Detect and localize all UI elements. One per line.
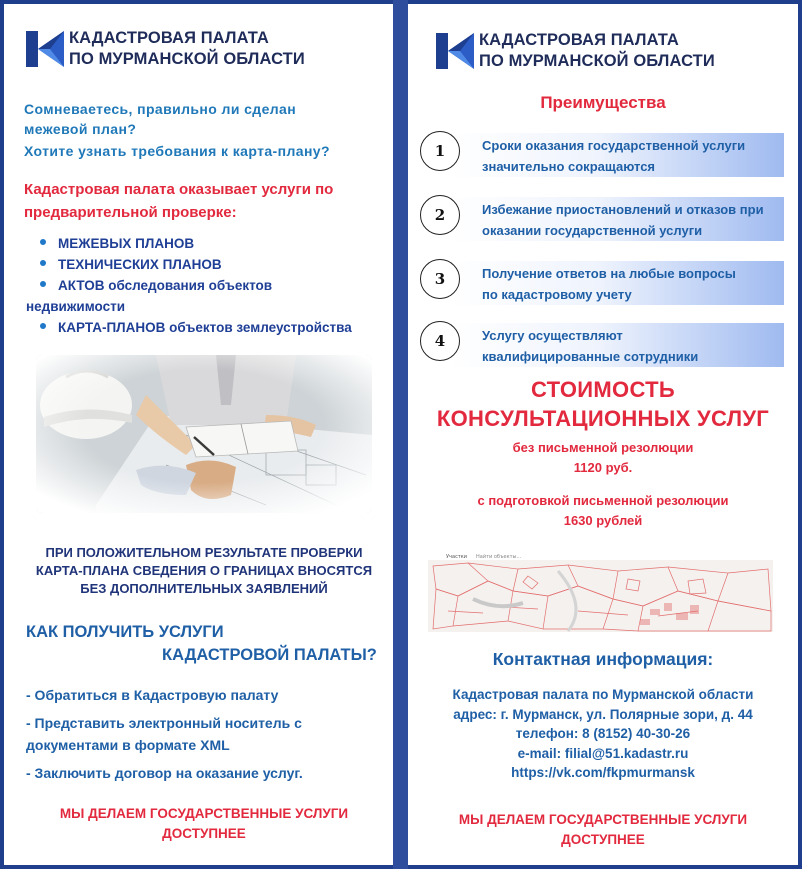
how-heading-line1: КАК ПОЛУЧИТЬ УСЛУГИ (26, 623, 224, 641)
list-item: АКТОВ обследования объектов (24, 275, 384, 296)
services-list (24, 233, 384, 338)
logo (24, 28, 305, 70)
panel-divider (393, 0, 408, 869)
right-panel (408, 4, 798, 865)
question-1: Сомневаетесь, правильно ли сделан межевой план? (24, 101, 297, 137)
number-badge: 4 (420, 321, 460, 361)
left-panel (4, 4, 393, 865)
notice-text: ПРИ ПОЛОЖИТЕЛЬНОМ РЕЗУЛЬТАТЕ ПРОВЕРКИ КАРТА-ПЛАНА СВЕДЕНИЯ О ГРАНИЦАХ ВНОСЯТСЯ БЕЗ ДОПОЛНИТЕЛЬНЫХ ЗАЯВЛЕНИЙ (35, 545, 373, 596)
map-tab-1: Участки (446, 554, 467, 560)
logo-line2: ПО МУРМАНСКОЙ ОБЛАСТИ (479, 52, 715, 70)
logo (434, 30, 715, 72)
number-badge: 3 (420, 259, 460, 299)
price-with-resolution: с подготовкой письменной резолюции 1630 рублей (477, 493, 729, 528)
step-item: - Заключить договор на оказание услуг. (26, 765, 303, 781)
map-tab-2: Найти объекты... (476, 554, 522, 560)
list-item: ТЕХНИЧЕСКИХ ПЛАНОВ (24, 254, 384, 275)
step-item-continuation: документами в формате XML (26, 737, 230, 753)
bullet-icon (40, 323, 46, 329)
list-item: КАРТА-ПЛАНОВ объектов землеустройства (24, 317, 384, 338)
bullet-icon (40, 281, 46, 287)
advantage-item: 2 Избежание приостановлений и отказов при оказании государственной услуги (420, 194, 786, 242)
cost-heading-line2: КОНСУЛЬТАЦИОННЫХ УСЛУГ (436, 406, 770, 431)
logo-mark-icon (24, 29, 66, 69)
bullet-icon (40, 260, 46, 266)
advantage-item: 4 Услугу осуществляют квалифицированные сотрудники (420, 320, 786, 368)
cost-heading-line1: СТОИМОСТЬ (531, 377, 675, 402)
advantage-item: 3 Получение ответов на любые вопросы по кадастровому учету (420, 258, 786, 306)
logo-line2: ПО МУРМАНСКОЙ ОБЛАСТИ (69, 50, 305, 68)
steps-list (26, 684, 376, 790)
how-heading-line2: КАДАСТРОВОЙ ПАЛАТЫ? (162, 646, 377, 664)
contact-phone: телефон: 8 (8152) 40-30-26 (515, 726, 691, 741)
cadastral-map-image (428, 551, 773, 632)
number-badge: 1 (420, 131, 460, 171)
photo-engineers (36, 355, 372, 513)
contacts-title: Контактная информация: (492, 649, 714, 669)
step-item: - Обратиться в Кадастровую палату (26, 687, 279, 703)
contacts-block (408, 685, 798, 783)
contact-vk-link: https://vk.com/fkpmurmansk (511, 765, 695, 780)
contact-email: e-mail: filial@51.kadastr.ru (517, 745, 689, 761)
logo-line1: КАДАСТРОВАЯ ПАЛАТА (479, 31, 679, 49)
advantages-title: Преимущества (540, 93, 666, 112)
logo-mark-icon (434, 31, 476, 71)
list-item: МЕЖЕВЫХ ПЛАНОВ (24, 233, 384, 254)
logo-line1: КАДАСТРОВАЯ ПАЛАТА (69, 29, 269, 47)
contact-org: Кадастровая палата по Мурманской области (452, 687, 754, 702)
slogan: МЫ ДЕЛАЕМ ГОСУДАРСТВЕННЫЕ УСЛУГИ ДОСТУПНЕЕ (458, 812, 748, 847)
list-item-continuation: недвижимости (26, 299, 125, 314)
advantage-item: 1 Сроки оказания государственной услуги значительно сокращаются (420, 130, 786, 178)
slogan: МЫ ДЕЛАЕМ ГОСУДАРСТВЕННЫЕ УСЛУГИ ДОСТУПНЕЕ (59, 806, 349, 841)
question-2: Хотите узнать требования к карта-плану? (24, 143, 330, 159)
bullet-icon (40, 239, 46, 245)
offer-heading: Кадастровая палата оказывает услуги по предварительной проверке: (24, 181, 334, 221)
number-badge: 2 (420, 195, 460, 235)
contact-address: адрес: г. Мурманск, ул. Полярные зори, д. 44 (453, 706, 753, 722)
price-no-resolution: без письменной резолюции 1120 руб. (512, 440, 694, 475)
step-item: - Представить электронный носитель с (26, 715, 302, 731)
